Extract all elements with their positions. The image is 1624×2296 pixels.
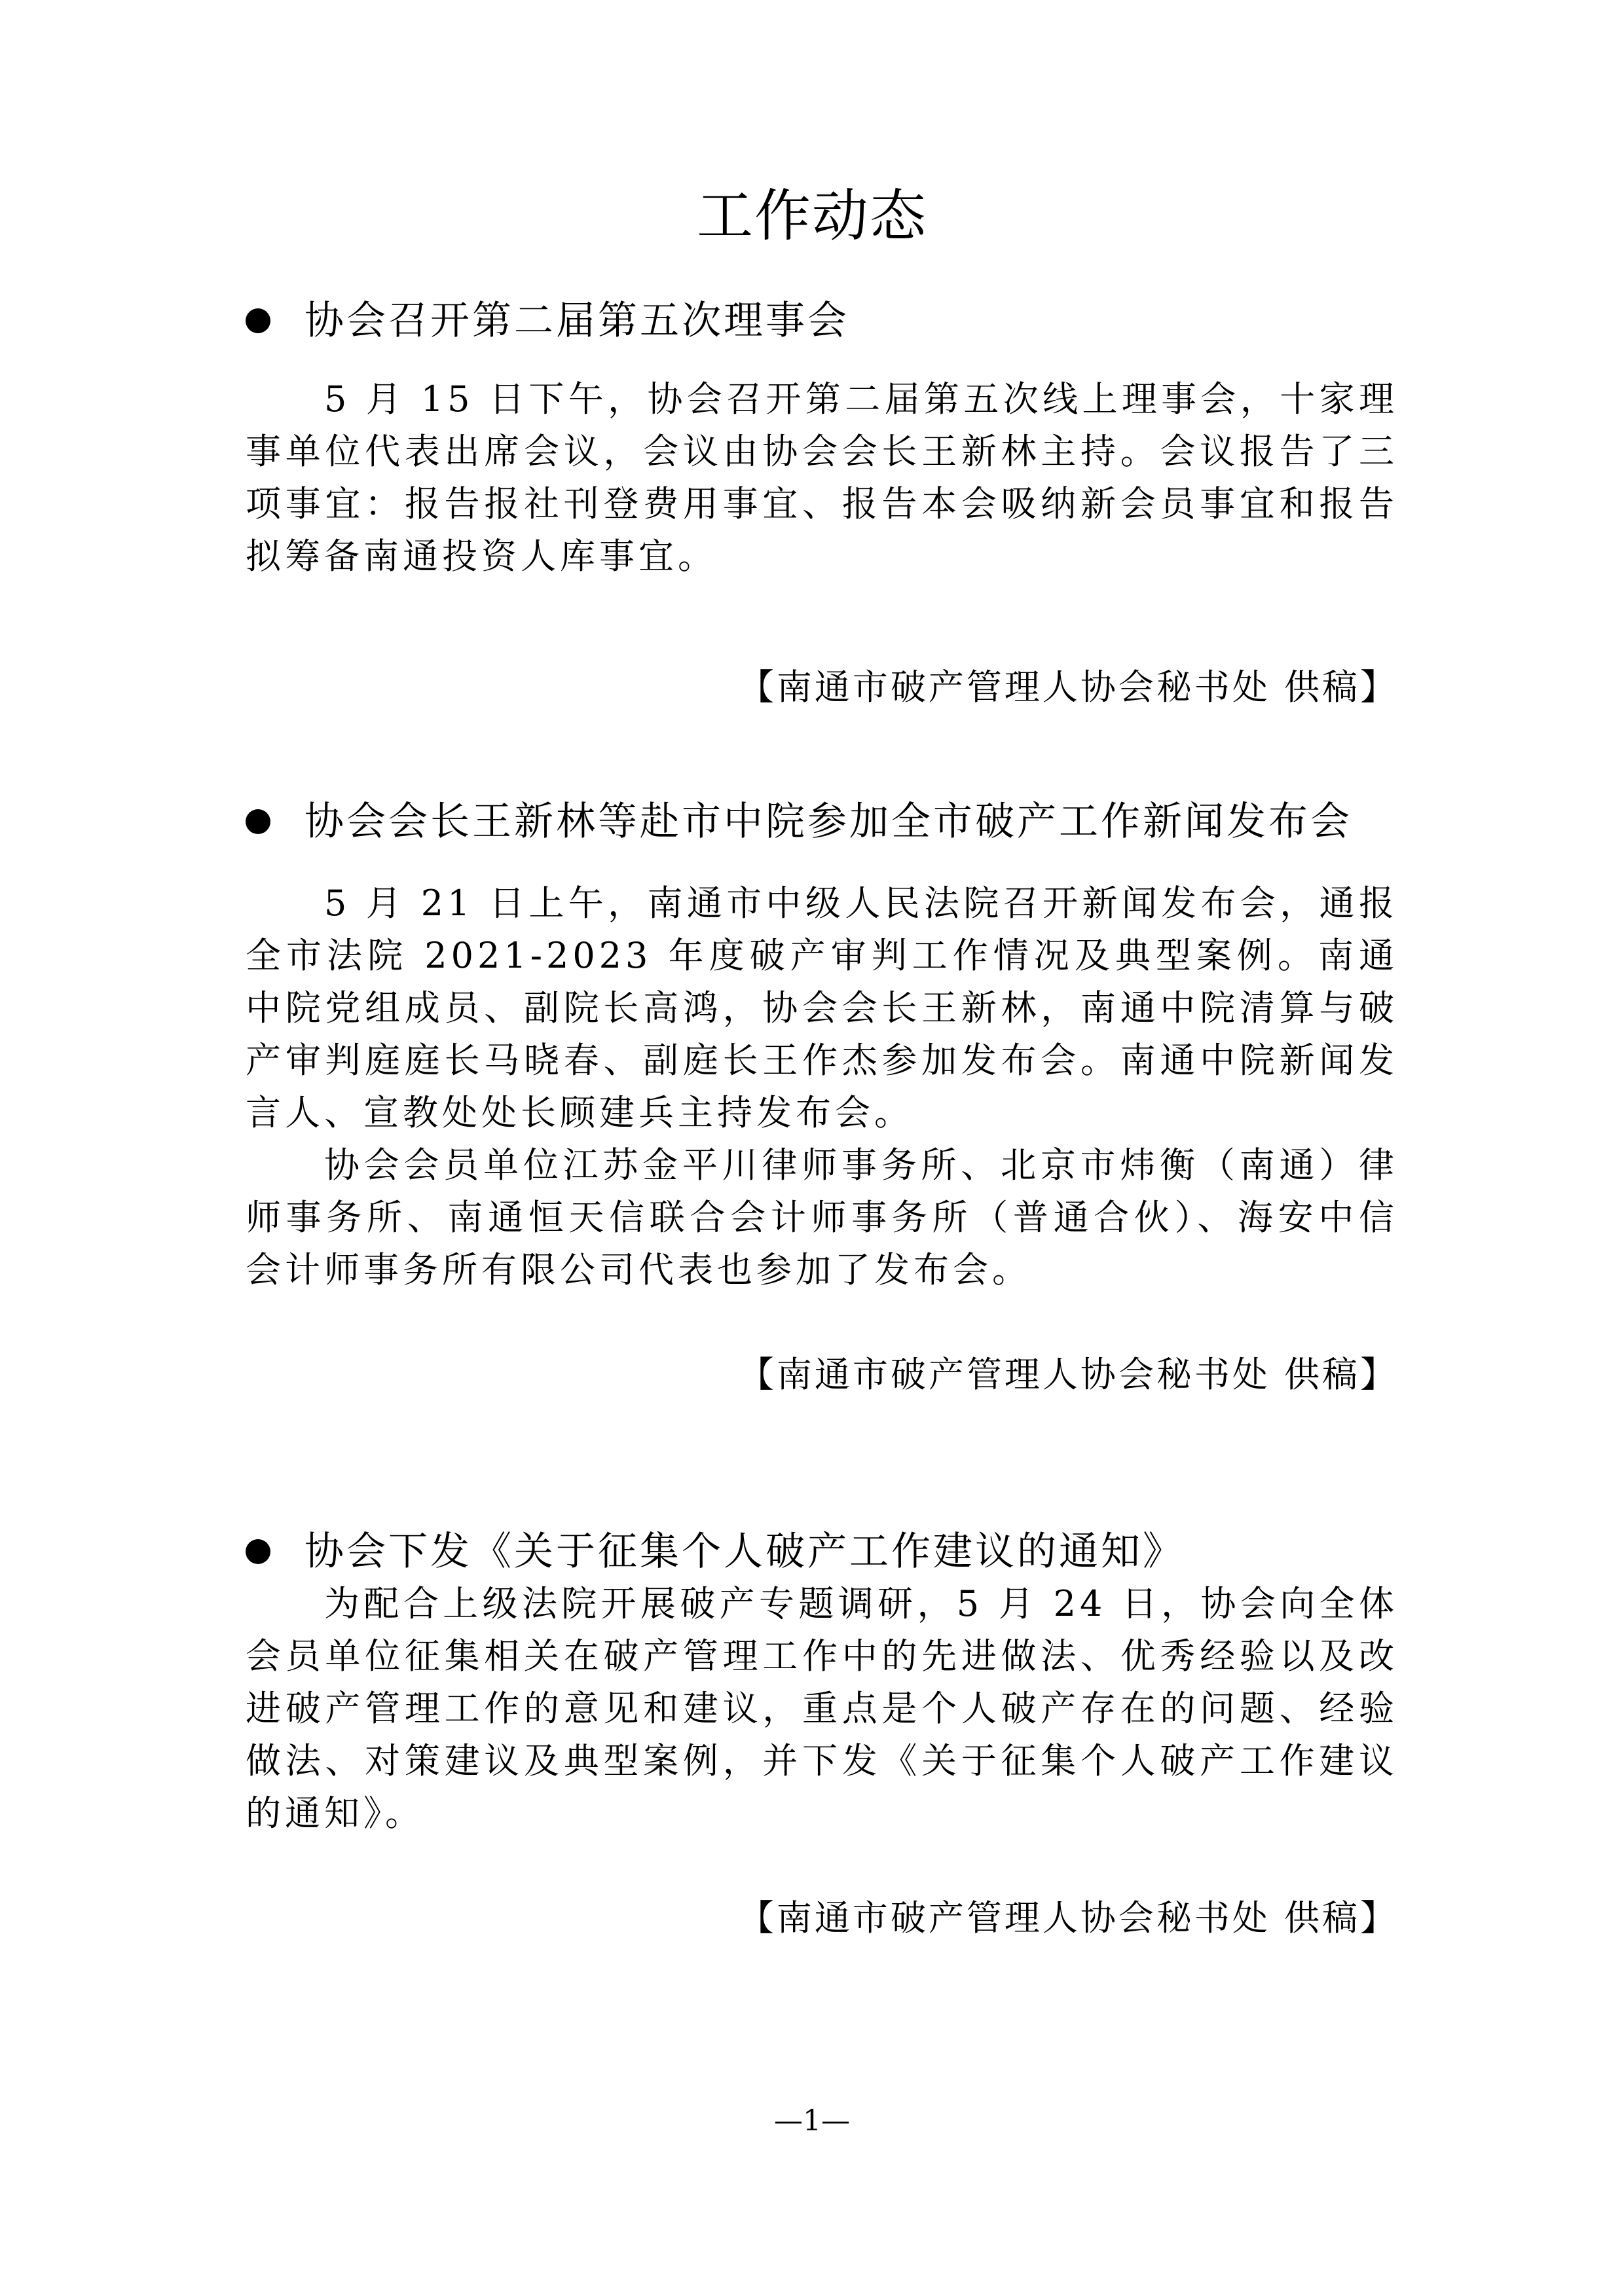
news-item-board-meeting (246, 295, 1398, 714)
page-title: 工作动态 (697, 183, 927, 249)
bullet-icon (246, 1539, 270, 1564)
news-paragraph: 协会会员单位江苏金平川律师事务所、北京市炜衡（南通）律师事务所、南通恒天信联合会计师事务所（普通合伙）、海安中信会计师事务所有限公司代表也参加了发布会。 (246, 1144, 1398, 1290)
news-paragraph: 5 月 21 日上午，南通市中级人民法院召开新闻发布会，通报全市法院 2021-2023 年度破产审判工作情况及典型案例。南通中院党组成员、副院长高鸿，协会会长王新林，南通中院清算与破产审判庭庭长马晓春、副庭长王作杰参加发布会。南通中院新闻发言人、宣教处处长顾建兵主持发布会。 (246, 883, 1398, 1133)
bullet-icon (246, 308, 270, 333)
news-paragraph: 5 月 15 日下午，协会召开第二届第五次线上理事会，十家理事单位代表出席会议，会议由协会会长王新林主持。会议报告了三项事宜：报告报社刊登费用事宜、报告本会吸纳新会员事宜和报告拟筹备南通投资人库事宜。 (246, 378, 1398, 577)
news-source: 【南通市破产管理人协会秘书处 供稿】 (738, 1897, 1398, 1939)
news-heading (246, 295, 1398, 347)
news-paragraph: 为配合上级法院开展破产专题调研，5 月 24 日，协会向全体会员单位征集相关在破产管理工作中的先进做法、优秀经验以及改进破产管理工作的意见和建议，重点是个人破产存在的问题、经验做法、对策建议及典型案例，并下发《关于征集个人破产工作建议的通知》。 (246, 1583, 1398, 1834)
news-heading (246, 795, 1398, 848)
news-heading-text: 协会召开第二届第五次理事会 (304, 298, 849, 344)
news-item-notice (246, 1525, 1398, 1944)
page-number: —1— (774, 2104, 850, 2138)
news-heading-text: 协会下发《关于征集个人破产工作建议的通知》 (304, 1529, 1185, 1575)
news-source: 【南通市破产管理人协会秘书处 供稿】 (738, 1354, 1398, 1395)
news-heading (246, 1525, 1398, 1578)
news-source: 【南通市破产管理人协会秘书处 供稿】 (738, 666, 1398, 708)
news-heading-text: 协会会长王新林等赴市中院参加全市破产工作新闻发布会 (304, 799, 1352, 845)
news-item-press-conference (246, 795, 1398, 1401)
bullet-icon (246, 809, 270, 834)
